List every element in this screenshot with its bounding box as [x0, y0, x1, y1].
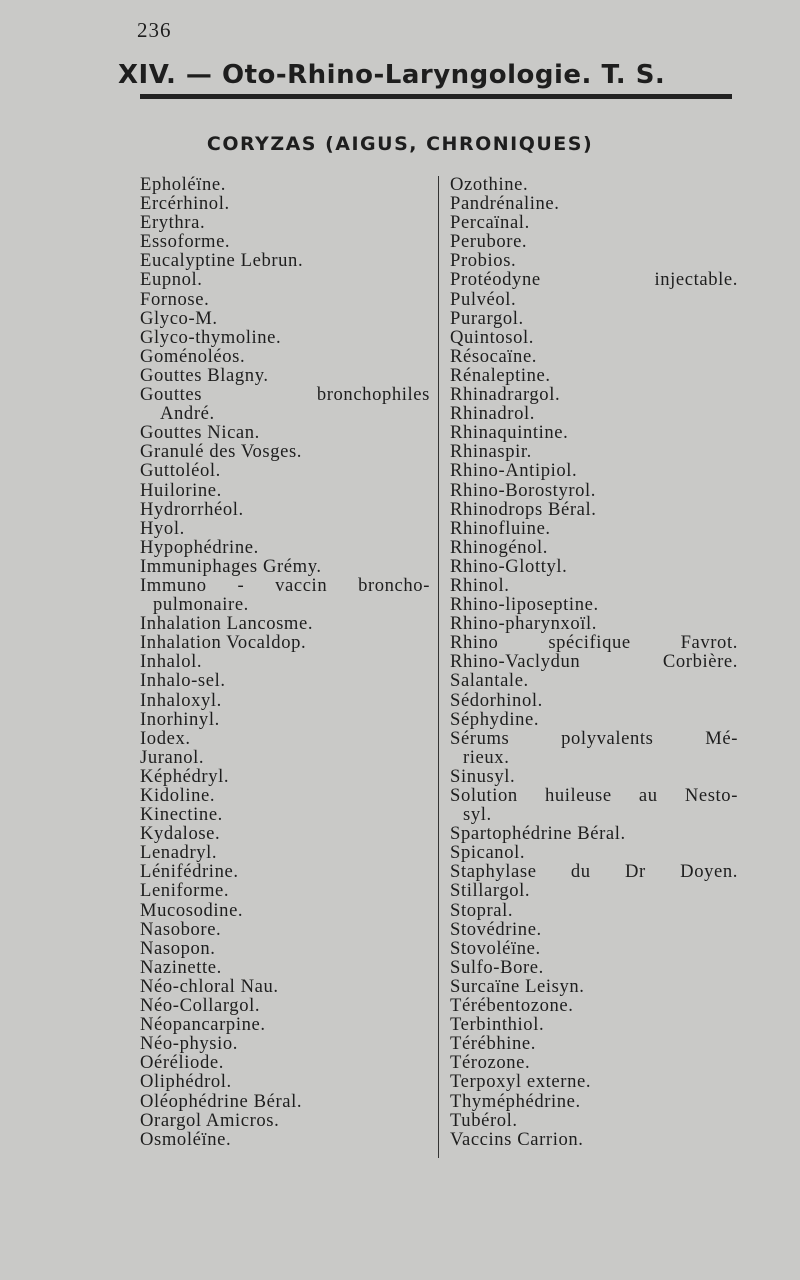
list-item: André. [160, 403, 215, 425]
list-item: Nasobore. [140, 918, 222, 940]
left-column [140, 175, 430, 1149]
list-item-word: Nesto- [684, 785, 738, 806]
list-item: Osmoléïne. [140, 1128, 232, 1150]
list-item: Hypophédrine. [140, 536, 259, 558]
list-item: Hyol. [140, 517, 185, 539]
list-item: Terbinthiol. [450, 1014, 545, 1036]
list-item [450, 652, 738, 671]
list-item: Spartophédrine Béral. [450, 823, 626, 845]
list-item: Résocaïne. [450, 345, 538, 367]
list-item: Iodex. [140, 727, 191, 749]
list-item-word: spécifique [548, 632, 631, 654]
list-item: Nasopon. [140, 937, 216, 959]
chapter-heading: XIV. — Oto-Rhino-Laryngologie. T. S. [118, 60, 666, 90]
list-item-word: Sérums [450, 727, 510, 749]
list-item: Essoforme. [140, 231, 231, 253]
list-item: Guttoléol. [140, 460, 221, 482]
list-item-word: polyvalents [561, 727, 654, 749]
list-item [450, 633, 738, 652]
list-item-word: du [570, 861, 591, 883]
list-item-word: Rhino [450, 632, 499, 654]
list-item: syl. [463, 804, 492, 826]
list-item [450, 862, 738, 881]
list-item: Rhino-liposeptine. [450, 594, 599, 616]
list-item: Képhédryl. [140, 765, 230, 787]
list-item: Goménoléos. [140, 345, 246, 367]
list-item-word: broncho- [358, 574, 430, 596]
list-item-word: au [638, 785, 658, 806]
list-item: Térozone. [450, 1052, 531, 1074]
list-item: Lenadryl. [140, 842, 218, 864]
section-title: CORYZAS (AIGUS, CHRONIQUES) [206, 133, 594, 155]
list-item: Probios. [450, 250, 517, 272]
list-item: Thyméphédrine. [450, 1090, 581, 1112]
list-item [450, 786, 738, 805]
list-item: Oéréliode. [140, 1052, 224, 1074]
list-item [450, 270, 738, 289]
list-item: Gouttes Blagny. [140, 364, 269, 386]
list-item: Rhino-Glottyl. [450, 555, 568, 577]
list-item-word: - [237, 574, 245, 596]
list-item: Rhino-Borostyrol. [450, 479, 597, 501]
list-item: Néo-physio. [140, 1033, 239, 1055]
list-item: Inhalol. [140, 651, 203, 673]
list-item: Pandrénaline. [450, 193, 560, 215]
list-item: Oléophédrine Béral. [140, 1090, 303, 1112]
list-item-word: Doyen. [680, 861, 738, 883]
list-item-word: bronchophiles [316, 384, 430, 406]
list-item-word: vaccin [275, 574, 328, 596]
list-item: Stillargol. [450, 880, 531, 902]
list-item: Immuniphages Grémy. [140, 555, 322, 577]
list-item: Rénaleptine. [450, 364, 551, 386]
list-item-word: Corbière. [662, 651, 738, 673]
list-item: Néo-Collargol. [140, 995, 261, 1017]
list-item: Surcaïne Leisyn. [450, 975, 585, 997]
list-item-word: Rhino-Vaclydun [450, 651, 581, 673]
list-item-word: Protéodyne [450, 269, 541, 291]
list-item: Quintosol. [450, 326, 534, 348]
list-item: Sédorhinol. [450, 689, 543, 711]
list-item [450, 729, 738, 748]
list-item-word: huileuse [544, 785, 612, 806]
list-item: Rhino-Antipiol. [450, 460, 578, 482]
list-item: Orargol Amicros. [140, 1109, 280, 1131]
list-item: Stovoléïne. [450, 937, 541, 959]
list-item: Rhinol. [450, 574, 510, 596]
list-item: Rhinaquintine. [450, 422, 569, 444]
list-item: Gouttes Nican. [140, 422, 260, 444]
list-item: Rhinogénol. [450, 536, 549, 558]
list-item: Salantale. [450, 670, 529, 692]
list-item: Térébentozone. [450, 995, 574, 1017]
list-item: Vaccins Carrion. [450, 1128, 584, 1150]
list-item: pulmonaire. [153, 594, 249, 616]
list-item: Inhalation Lancosme. [140, 613, 314, 635]
list-item: Percaïnal. [450, 212, 530, 234]
list-item: Kidoline. [140, 785, 216, 806]
list-item: Kydalose. [140, 823, 221, 845]
list-item [140, 385, 430, 404]
page-number: 236 [137, 18, 172, 42]
list-item: Stopral. [450, 899, 514, 921]
list-item: Epholéïne. [140, 174, 227, 195]
list-item: Ercérhinol. [140, 193, 230, 215]
list-item-word: Gouttes [140, 384, 203, 406]
list-item: Néopancarpine. [140, 1014, 266, 1036]
list-item: Leniforme. [140, 880, 230, 902]
list-item: rieux. [463, 746, 510, 768]
heading-rule [140, 94, 732, 99]
list-item: Huilorine. [140, 479, 222, 501]
list-item: Fornose. [140, 288, 210, 310]
list-item: Perubore. [450, 231, 528, 253]
list-item: Inhalation Vocaldop. [140, 632, 307, 654]
list-item-word: Mé- [705, 727, 738, 749]
list-item: Néo-chloral Nau. [140, 975, 279, 997]
list-item: Nazinette. [140, 956, 222, 978]
list-item: Granulé des Vosges. [140, 441, 303, 463]
list-item: Rhino-pharynxoïl. [450, 613, 598, 635]
list-item: Inhaloxyl. [140, 689, 222, 711]
list-item: Inhalo-sel. [140, 670, 226, 692]
list-item-word: Dr [625, 861, 646, 883]
list-item: Kinectine. [140, 804, 223, 826]
list-item: Purargol. [450, 307, 524, 329]
list-item: Pulvéol. [450, 288, 517, 310]
list-item: Rhinodrops Béral. [450, 498, 597, 520]
list-item: Eucalyptine Lebrun. [140, 250, 304, 272]
list-item-word: Solution [450, 785, 518, 806]
list-item-word: Staphylase [450, 861, 537, 883]
right-column [450, 175, 738, 1149]
list-item: Térébhine. [450, 1033, 537, 1055]
list-item: Oliphédrol. [140, 1071, 232, 1093]
list-item: Spicanol. [450, 842, 526, 864]
list-item-word: Immuno [140, 574, 207, 596]
list-item: Rhinaspir. [450, 441, 532, 463]
list-item-word: injectable. [654, 269, 738, 291]
list-item: Rhinofluine. [450, 517, 551, 539]
list-item: Sulfo-Bore. [450, 956, 544, 978]
column-divider [438, 176, 439, 1158]
list-item-word: Favrot. [680, 632, 738, 654]
list-item: Erythra. [140, 212, 206, 234]
list-item: Sinusyl. [450, 765, 516, 787]
list-item: Glyco-thymoline. [140, 326, 282, 348]
list-item: Mucosodine. [140, 899, 244, 921]
list-item: Rhinadrargol. [450, 384, 561, 406]
list-item: Glyco-M. [140, 307, 218, 329]
list-item: Tubérol. [450, 1109, 518, 1131]
list-item: Terpoxyl externe. [450, 1071, 592, 1093]
list-item: Hydrorrhéol. [140, 498, 244, 520]
list-item: Stovédrine. [450, 918, 542, 940]
list-item: Lénifédrine. [140, 861, 239, 883]
list-item: Eupnol. [140, 269, 203, 291]
list-item: Inorhinyl. [140, 708, 220, 730]
list-item: Rhinadrol. [450, 403, 536, 425]
list-item: Juranol. [140, 746, 205, 768]
list-item [140, 576, 430, 595]
list-item: Ozothine. [450, 174, 529, 195]
list-item: Séphydine. [450, 708, 540, 730]
